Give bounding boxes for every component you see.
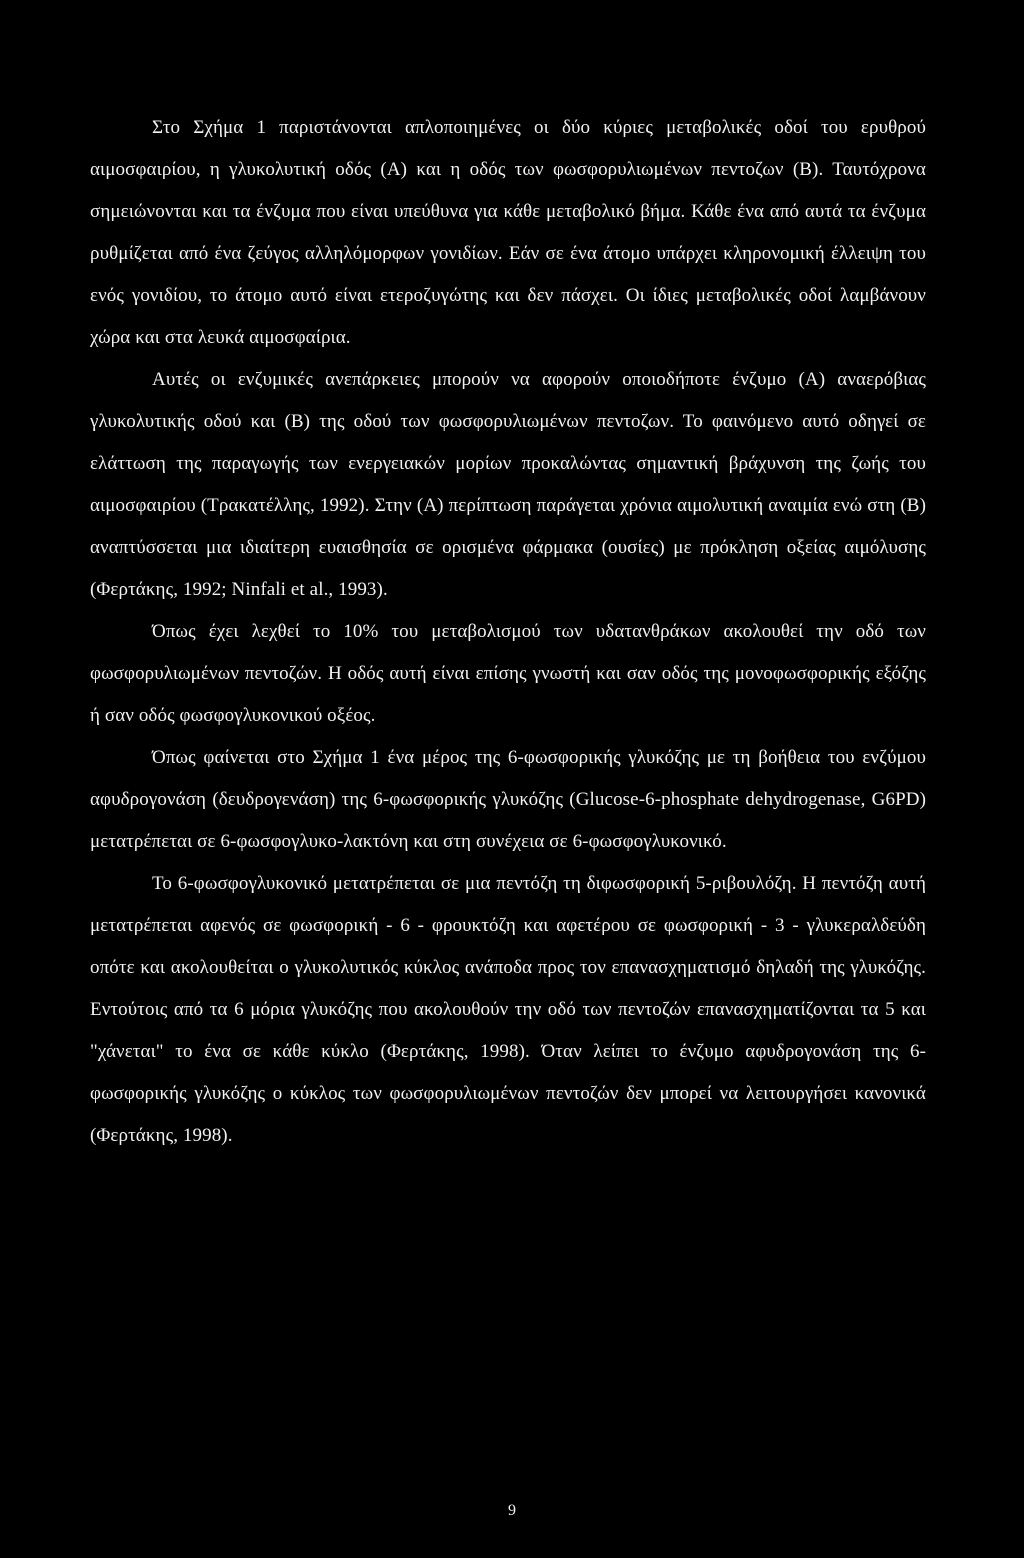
paragraph-5: Το 6-φωσφογλυκονικό μετατρέπεται σε μια πεντόζη τη διφωσφορική 5-ριβουλόζη. Η πεντόζη αυτή μετατρέπεται αφενός σε φωσφορική - 6 - φρουκτόζη και αφετέρου σε φωσφορική - 3 - γλυκεραλδεύδη οπότε και ακολουθείται ο γλυκολυτικός κύκλος ανάποδα προς τον επανασχηματισμό δηλαδή της γλυκόζης. Εντούτοις από τα 6 μόρια γλυκόζης που ακολουθούν την οδό των πεντοζών επανασχηματίζονται τα 5 και "χάνεται" το ένα σε κάθε κύκλο (Φερτάκης, 1998). Όταν λείπει το ένζυμο αφυδρογονάση της 6-φωσφορικής γλυκόζης ο κύκλος των φωσφορυλιωμένων πεντοζών δεν μπορεί να λειτουργήσει κανονικά (Φερτάκης, 1998). <box>90 873 926 1146</box>
paragraph-4: Όπως φαίνεται στο Σχήμα 1 ένα μέρος της 6-φωσφορικής γλυκόζης με τη βοήθεια του ενζύμου αφυδρογονάση (δευδρογενάση) της 6-φωσφορικής γλυκόζης (Glucose-6-phosphate dehydrogenase, G6PD) μετατρέπεται σε 6-φωσφογλυκο-λακτόνη και στη συνέχεια σε 6-φωσφογλυκονικό. <box>90 747 926 852</box>
page-number: 9 <box>508 1502 516 1519</box>
paragraph-1: Στο Σχήμα 1 παριστάνονται απλοποιημένες οι δύο κύριες μεταβολικές οδοί του ερυθρού αιμοσφαιρίου, η γλυκολυτική οδός (Α) και η οδός των φωσφορυλιωμένων πεντοζων (Β). Ταυτόχρονα σημειώνονται και τα ένζυμα που είναι υπεύθυνα για κάθε μεταβολικό βήμα. Κάθε ένα από αυτά τα ένζυμα ρυθμίζεται από ένα ζεύγος αλληλόμορφων γονιδίων. Εάν σε ένα άτομο υπάρχει κληρονομική έλλειψη του ενός γονιδίου, το άτομο αυτό είναι ετεροζυγώτης και δεν πάσχει. Οι ίδιες μεταβολικές οδοί λαμβάνουν χώρα και στα λευκά αιμοσφαίρια. <box>90 117 926 348</box>
paragraph-2: Αυτές οι ενζυμικές ανεπάρκειες μπορούν να αφορούν οποιοδήποτε ένζυμο (Α) αναερόβιας γλυκολυτικής οδού και (Β) της οδού των φωσφορυλιωμένων πεντοζων. Το φαινόμενο αυτό οδηγεί σε ελάττωση της παραγωγής των ενεργειακών μορίων προκαλώντας σημαντική βράχυνση της ζωής του αιμοσφαιρίου (Τρακατέλλης, 1992). Στην (Α) περίπτωση παράγεται χρόνια αιμολυτική αναιμία ενώ στη (Β) αναπτύσσεται μια ιδιαίτερη ευαισθησία σε ορισμένα φάρμακα (ουσίες) με πρόκληση οξείας αιμόλυσης (Φερτάκης, 1992; Ninfali et al., 1993). <box>90 369 926 600</box>
paragraph-3: Όπως έχει λεχθεί το 10% του μεταβολισμού των υδατανθράκων ακολουθεί την οδό των φωσφορυλιωμένων πεντοζών. Η οδός αυτή είναι επίσης γνωστή και σαν οδός της μονοφωσφορικής εξόζης ή σαν οδός φωσφογλυκονικού οξέος. <box>90 621 926 726</box>
document-body <box>90 107 926 1157</box>
